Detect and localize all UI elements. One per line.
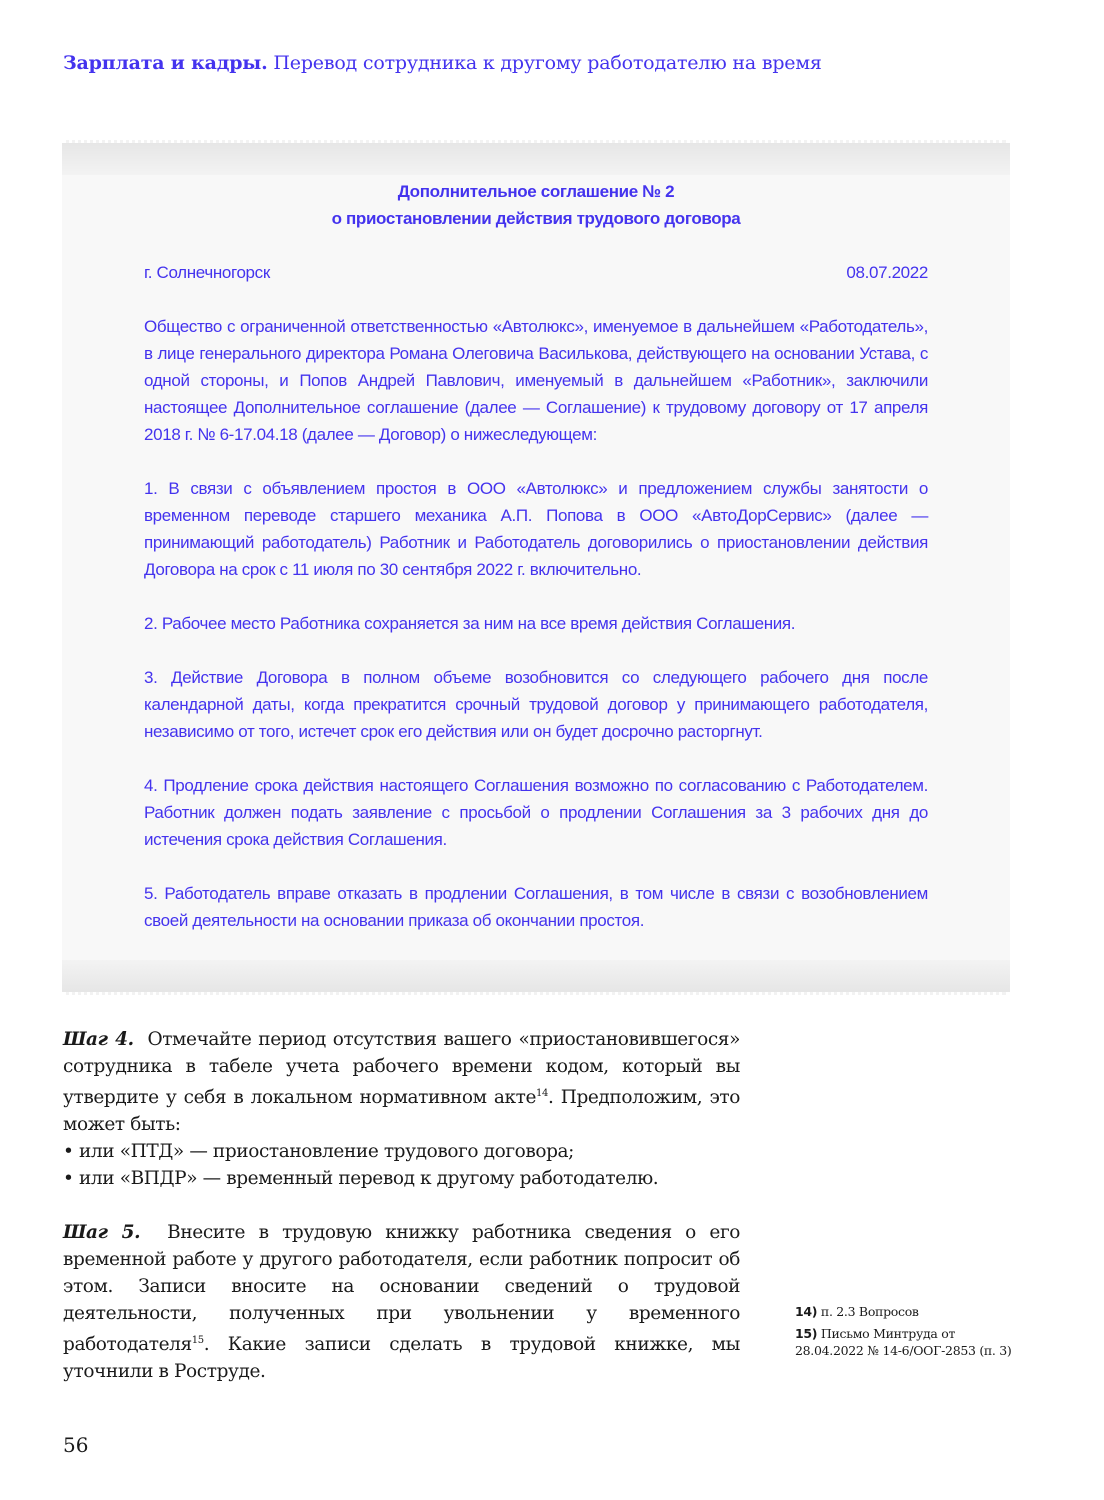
step-5-text: Внесите в трудовую книжку работника сведения о его временной работе у другого работодателя, если работник попросит об этом. Записи вносите на основании сведений о трудовой деятельности, полученных при увольнении у временного работодателя xyxy=(63,1222,740,1356)
footnote-text: Письмо Минтруда от 28.04.2022 № 14-6/ООГ-2853 (п. 3) xyxy=(795,1326,1012,1358)
footnote-text: п. 2.3 Вопросов xyxy=(820,1304,919,1319)
title-line-1: Дополнительное соглашение № 2 xyxy=(397,182,675,201)
document-sample xyxy=(62,140,1010,995)
header-section: Зарплата и кадры. xyxy=(63,52,268,74)
running-header xyxy=(63,52,822,74)
step-4 xyxy=(63,1026,740,1138)
step-4-text: Отмечайте период отсутствия вашего «приостановившегося» сотрудника в табеле учета рабочего времени кодом, который вы утвердите у себя в локальном нормативном акте xyxy=(63,1029,740,1109)
preamble: Общество с ограниченной ответственностью «Автолюкс», именуемое в дальнейшем «Работодатель», в лице генерального директора Романа Олеговича Василькова, действующего на основании Устава, с одной стороны, и Попов Андрей Павлович, именуемый в дальнейшем «Работник», заключили настоящее Дополнительное соглашение (далее — Соглашение) к трудовому договору от 17 апреля 2018 г. № 6-17.04.18 (далее — Договор) о нижеследующем: xyxy=(144,317,928,444)
step-5-text-2: . Какие записи сделать в трудовой книжке, мы уточнили в Роструде. xyxy=(63,1334,740,1383)
city: г. Солнечногорск xyxy=(144,263,270,282)
clause-4: 4. Продление срока действия настоящего Соглашения возможно по согласованию с Работодателем. Работник должен подать заявление с просьбой о продлении Соглашения за 3 рабочих дня до истечения срока действия Соглашения. xyxy=(144,776,928,849)
footnote-ref-15: 15 xyxy=(191,1335,204,1347)
clause-2: 2. Рабочее место Работника сохраняется за ним на все время действия Соглашения. xyxy=(144,614,796,633)
clause-3: 3. Действие Договора в полном объеме возобновится со следующего рабочего дня после календарной даты, когда прекратится срочный трудовой договор у принимающего работодателя, независимо от того, истечет срок его действия или он будет досрочно расторгнут. xyxy=(144,668,928,741)
footnote-14 xyxy=(795,1303,1025,1320)
clause-1: 1. В связи с объявлением простоя в ООО «Автолюкс» и предложением службы занятости о временном переводе старшего механика А.П. Попова в ООО «АвтоДорСервис» (далее — принимающий работодатель) Работник и Работодатель договорились о приостановлении действия Договора на срок с 11 июля по 30 сентября 2022 г. включительно. xyxy=(144,479,928,579)
step-5-label: Шаг 5. xyxy=(63,1222,141,1244)
agreement-text xyxy=(144,178,928,934)
clause-5: 5. Работодатель вправе отказать в продлении Соглашения, в том числе в связи с возобновлением своей деятельности на основании приказа об окончании простоя. xyxy=(144,884,928,930)
title-line-2: о приостановлении действия трудового договора xyxy=(331,209,741,228)
main-text xyxy=(63,1026,740,1385)
date: 08.07.2022 xyxy=(846,263,928,282)
footnote-15 xyxy=(795,1325,1015,1359)
step-4-label: Шаг 4. xyxy=(63,1029,134,1050)
step-4-text-2: . Предположим, это может быть: xyxy=(63,1087,740,1136)
footnote-number: 14) xyxy=(795,1304,818,1319)
list-item: • или «ПТД» — приостановление трудового договора; xyxy=(63,1138,740,1165)
header-title: Перевод сотрудника к другому работодателю на время xyxy=(273,52,822,74)
box-top-band xyxy=(62,140,1010,175)
agreement-title xyxy=(144,178,928,232)
page-number: 56 xyxy=(63,1433,89,1457)
list-item: • или «ВПДР» — временный перевод к другому работодателю. xyxy=(63,1165,740,1192)
city-date-row xyxy=(144,259,928,286)
box-bottom-band xyxy=(62,960,1010,995)
code-list xyxy=(63,1138,740,1192)
footnote-ref-14: 14 xyxy=(536,1088,548,1099)
footnote-number: 15) xyxy=(795,1326,818,1341)
step-5 xyxy=(63,1219,740,1385)
